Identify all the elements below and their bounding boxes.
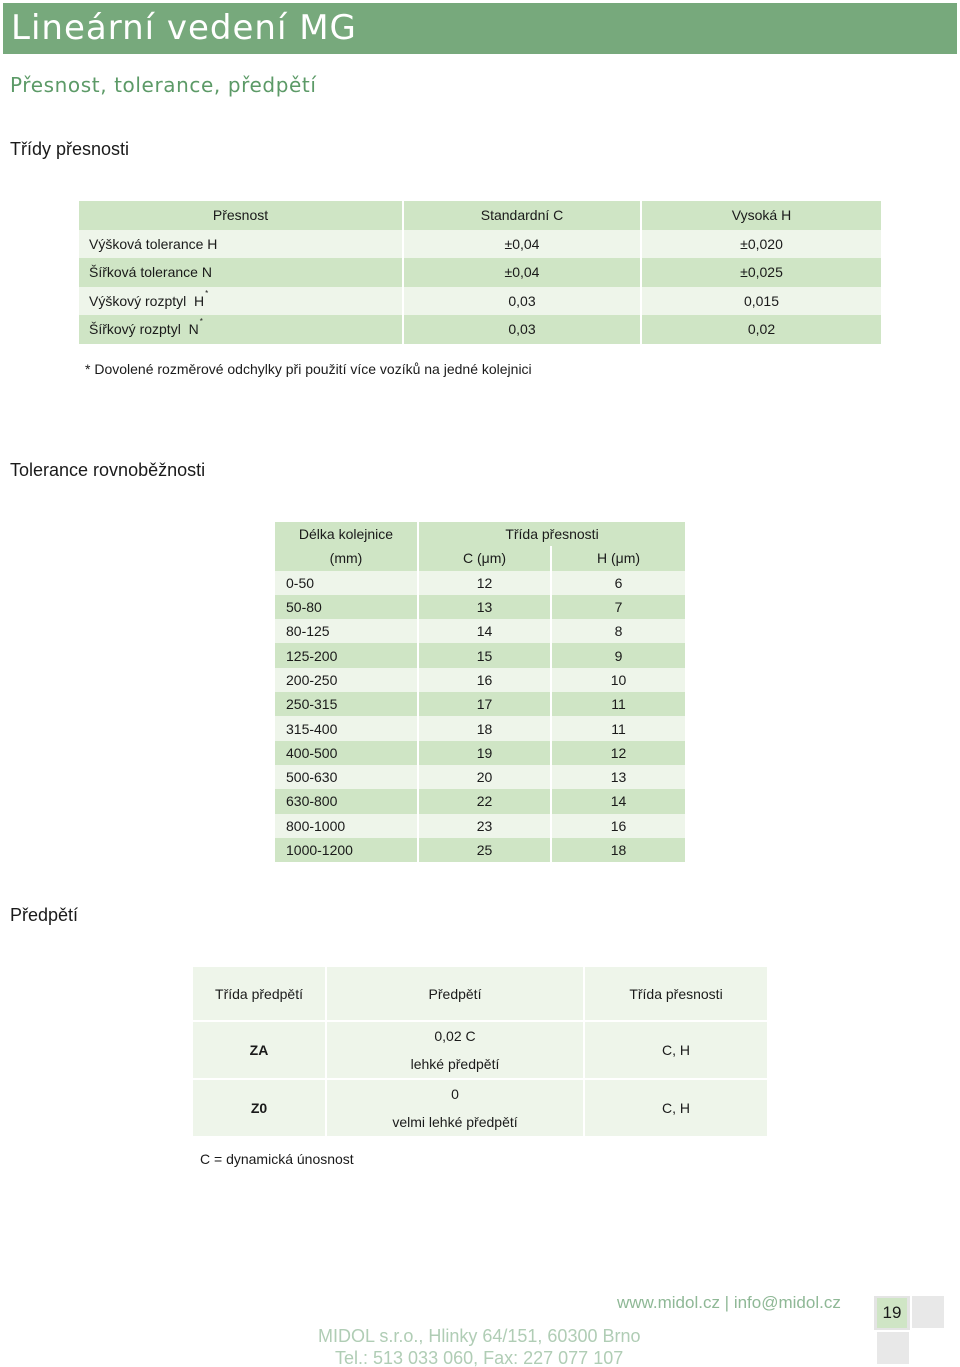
column-header: Vysoká H [642,201,881,230]
cell-high: ±0,025 [642,258,881,287]
table-header-row [193,967,767,1022]
column-header-length: Délka kolejnice [275,522,419,546]
cell-c: 13 [419,595,552,619]
table-row [79,230,881,259]
cell-length: 0-50 [275,571,419,595]
cell-c: 22 [419,789,552,813]
table-row [79,287,881,316]
table-row [275,838,685,862]
cell-length: 250-315 [275,692,419,716]
cell-h: 16 [552,814,685,838]
cell-length: 1000-1200 [275,838,419,862]
footnote-marker: * [199,317,203,327]
table-row [275,765,685,789]
column-header-class: Třída přesnosti [419,522,685,546]
column-header-unit: (mm) [275,546,419,570]
cell-standard: 0,03 [404,287,642,316]
table-row [79,315,881,344]
cell-c: 15 [419,643,552,667]
preload-class: Z0 [193,1080,327,1136]
preload-accuracy: C, H [585,1080,767,1136]
cell-length: 80-125 [275,619,419,643]
cell-length: 125-200 [275,643,419,667]
page-number: 19 [877,1298,907,1328]
cell-length: 200-250 [275,668,419,692]
table-row [193,1080,767,1136]
cell-h: 13 [552,765,685,789]
footnote: * Dovolené rozměrové odchylky při použití více vozíků na jedné kolejnici [85,361,532,377]
cell-c: 19 [419,741,552,765]
table-row [275,619,685,643]
column-header: Přesnost [79,201,404,230]
cell-h: 7 [552,595,685,619]
table-row [79,258,881,287]
cell-h: 11 [552,716,685,740]
cell-length: 50-80 [275,595,419,619]
column-header: Třída předpětí [193,967,327,1022]
table-row [275,595,685,619]
preload-description: velmi lehké předpětí [392,1114,518,1130]
row-label: Výškový rozptyl H* [79,287,404,316]
cell-length: 800-1000 [275,814,419,838]
footer-phone: Tel.: 513 033 060, Fax: 227 077 107 [335,1348,624,1367]
column-header: Standardní C [404,201,642,230]
preload-accuracy: C, H [585,1022,767,1080]
footer-address-block [318,1325,641,1367]
preload-description: lehké předpětí [410,1056,500,1072]
cell-length: 500-630 [275,765,419,789]
table-header-row [275,546,685,570]
table-header-row [79,201,881,230]
table-row [193,1022,767,1080]
cell-standard: 0,03 [404,315,642,344]
cell-high: 0,015 [642,287,881,316]
preload-amount: 0,02 C [434,1028,476,1044]
page-subtitle: Přesnost, tolerance, předpětí [10,73,317,97]
section-heading-parallelism: Tolerance rovnoběžnosti [10,460,206,480]
preload-class: ZA [193,1022,327,1080]
cell-standard: ±0,04 [404,230,642,259]
cell-high: ±0,020 [642,230,881,259]
footnote-marker: * [205,288,209,298]
cell-length: 400-500 [275,741,419,765]
accuracy-table [79,201,881,344]
table-row [275,692,685,716]
cell-h: 11 [552,692,685,716]
decorative-square [877,1332,909,1364]
row-label: Šířková tolerance N [79,258,404,287]
column-header-h: H (μm) [552,546,685,570]
cell-length: 630-800 [275,789,419,813]
title-bar [3,3,957,54]
preload-value [327,1022,585,1080]
page-title: Lineární vedení MG [11,8,357,48]
cell-c: 12 [419,571,552,595]
cell-c: 17 [419,692,552,716]
decorative-square [912,1296,944,1328]
cell-h: 14 [552,789,685,813]
cell-c: 25 [419,838,552,862]
section-heading-accuracy: Třídy přesnosti [10,139,130,159]
cell-c: 14 [419,619,552,643]
table-row [275,741,685,765]
footer-address: MIDOL s.r.o., Hlinky 64/151, 60300 Brno [318,1326,641,1346]
preload-table [193,967,767,1136]
table-row [275,668,685,692]
parallelism-table [275,522,685,862]
section-heading-preload: Předpětí [10,905,79,925]
preload-value [327,1080,585,1136]
cell-h: 9 [552,643,685,667]
preload-amount: 0 [451,1086,459,1102]
cell-h: 12 [552,741,685,765]
column-header: Třída přesnosti [585,967,767,1022]
table-row [275,571,685,595]
table-row [275,643,685,667]
column-header-c: C (μm) [419,546,552,570]
cell-h: 8 [552,619,685,643]
footer-contact[interactable]: www.midol.cz | info@midol.cz [617,1293,841,1312]
cell-h: 10 [552,668,685,692]
table-row [275,716,685,740]
cell-high: 0,02 [642,315,881,344]
cell-standard: ±0,04 [404,258,642,287]
cell-c: 18 [419,716,552,740]
row-label: Výšková tolerance H [79,230,404,259]
cell-length: 315-400 [275,716,419,740]
cell-h: 18 [552,838,685,862]
cell-c: 16 [419,668,552,692]
cell-c: 23 [419,814,552,838]
column-header: Předpětí [327,967,585,1022]
row-label: Šířkový rozptyl N* [79,315,404,344]
capacity-note: C = dynamická únosnost [200,1151,354,1167]
table-row [275,814,685,838]
table-header-row [275,522,685,546]
cell-h: 6 [552,571,685,595]
cell-c: 20 [419,765,552,789]
table-row [275,789,685,813]
